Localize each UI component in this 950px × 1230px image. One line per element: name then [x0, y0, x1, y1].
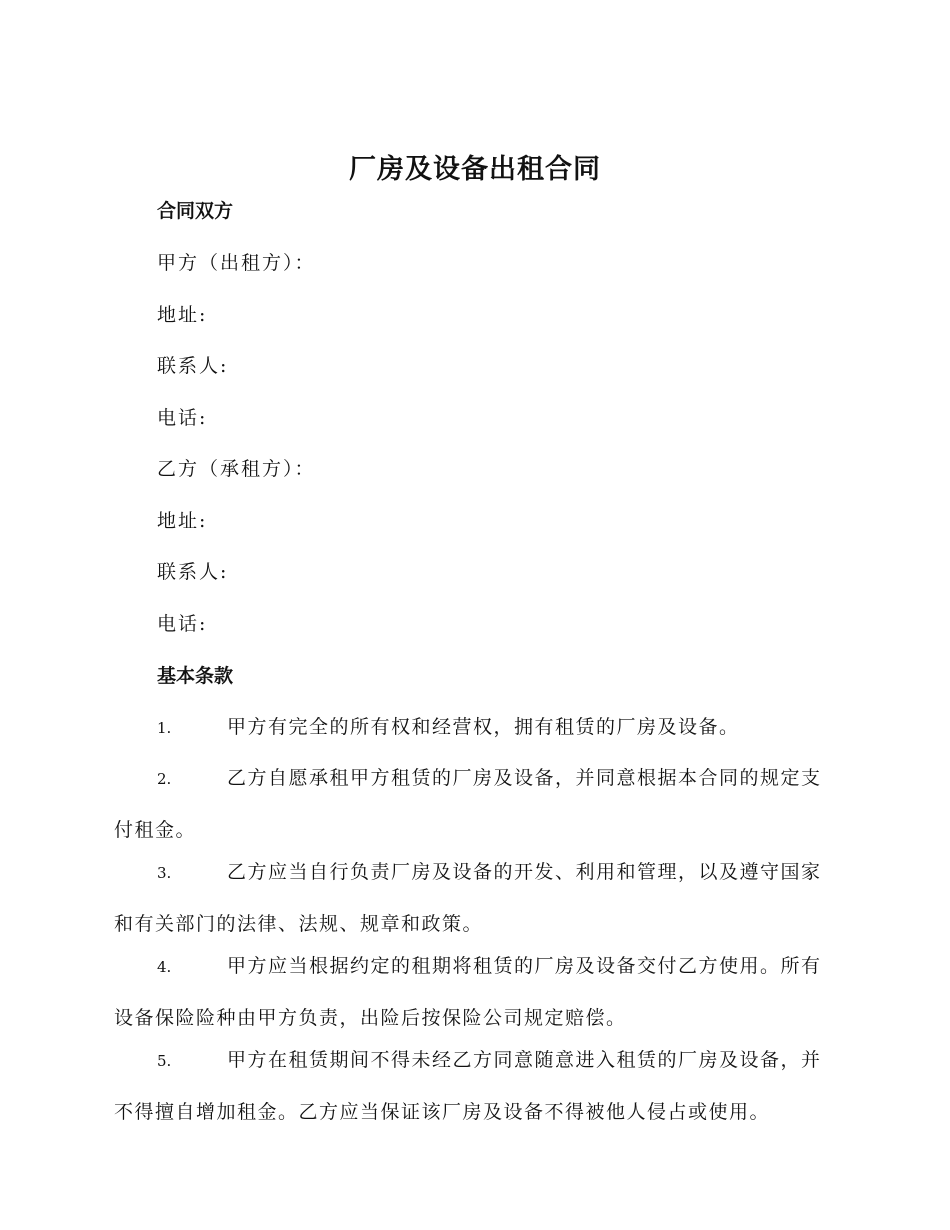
clause-number: 5.: [157, 1052, 172, 1070]
party-b-contact: 联系人:: [157, 561, 229, 583]
party-a-address: 地址:: [157, 304, 208, 326]
clause-item: [114, 847, 836, 950]
clause-number: 3.: [157, 864, 172, 882]
clause-item: [114, 702, 836, 754]
party-a-label: 甲方（出租方）：: [157, 252, 316, 274]
clause-text: 甲方应当根据约定的租期将租赁的厂房及设备交付乙方使用。所有设备保险险种由甲方负责，出险后按保险公司规定赔偿。: [114, 955, 822, 1029]
party-b-address: 地址:: [157, 510, 208, 532]
terms-heading: 基本条款: [157, 665, 234, 687]
party-b-label: 乙方（承租方）：: [157, 458, 316, 480]
clause-text: 甲方有完全的所有权和经营权，拥有租赁的厂房及设备。: [227, 716, 740, 738]
parties-heading: 合同双方: [157, 200, 234, 222]
clause-number: 1.: [157, 719, 172, 737]
party-a-contact: 联系人:: [157, 355, 229, 377]
clause-item: [114, 1035, 836, 1138]
clause-item: [114, 941, 836, 1044]
clause-text: 乙方应当自行负责厂房及设备的开发、利用和管理，以及遵守国家和有关部门的法律、法规、规章和政策。: [114, 861, 822, 935]
party-a-phone: 电话:: [157, 407, 208, 429]
clause-text: 乙方自愿承租甲方租赁的厂房及设备，并同意根据本合同的规定支付租金。: [114, 767, 822, 841]
clause-text: 甲方在租赁期间不得未经乙方同意随意进入租赁的厂房及设备，并不得擅自增加租金。乙方应当保证该厂房及设备不得被他人侵占或使用。: [114, 1049, 822, 1123]
document-title: 厂房及设备出租合同: [349, 154, 601, 185]
party-b-phone: 电话:: [157, 613, 208, 635]
clause-item: [114, 753, 836, 856]
clause-number: 2.: [157, 770, 172, 788]
clause-number: 4.: [157, 958, 172, 976]
